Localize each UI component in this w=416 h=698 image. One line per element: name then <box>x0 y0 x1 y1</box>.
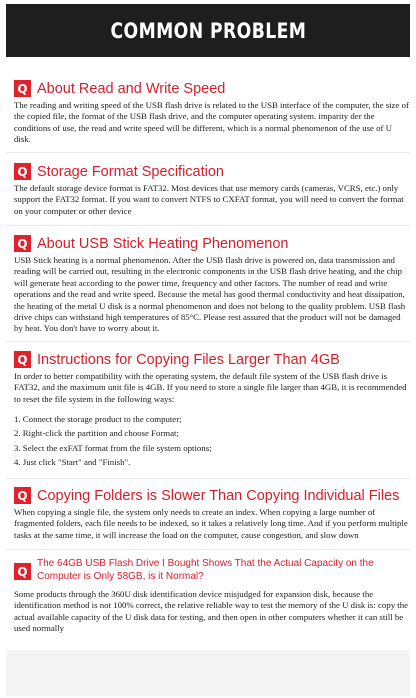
section-divider <box>6 225 410 226</box>
list-item: 4. Just click "Start" and "Finish". <box>14 456 131 467</box>
faq-question-row <box>14 351 410 368</box>
faq-question-row <box>14 80 410 97</box>
section-divider <box>6 549 410 550</box>
q-badge-icon: Q <box>14 80 31 97</box>
faq-question-title: About USB Stick Heating Phenomenon <box>37 235 289 252</box>
section-divider <box>6 152 410 153</box>
faq-question-row <box>14 235 410 252</box>
faq-section-read-write-speed <box>14 80 410 146</box>
faq-question-title: The 64GB USB Flash Drive I Bought Shows That the Actual Capacity on the Computer is Only 58GB, is it Normal? <box>37 558 374 582</box>
section-divider <box>6 341 410 342</box>
faq-answer-text: In order to better compatibility with the operating system, the default file system of the USB flash drive is FAT32, and the maximum unit file is 4GB. If you need to store a single file larger than 4GB, it is recommended to reset the file system in the following ways: <box>14 371 407 404</box>
faq-question-title: Storage Format Specification <box>37 163 224 180</box>
list-item: 2. Right-click the partition and choose Format; <box>14 428 179 439</box>
faq-question-title: Instructions for Copying Files Larger Than 4GB <box>37 351 340 368</box>
faq-question-row <box>14 557 410 583</box>
q-badge-icon: Q <box>14 487 31 504</box>
faq-section-copying-folders <box>14 487 410 541</box>
q-badge-icon: Q <box>14 235 31 252</box>
page-header <box>6 4 410 57</box>
faq-section-storage-format <box>14 163 410 217</box>
page-title: COMMON PROBLEM <box>110 18 306 43</box>
faq-answer-text: The reading and writing speed of the USB flash drive is related to the USB interface of the computer, the size of the copied file, the format of the USB flash drive, and the computer operating system. imparity der the conditions of use, the read and write speed will be different, which is a normal phenomenon of the use of U disk. <box>14 100 409 145</box>
q-badge-icon: Q <box>14 351 31 368</box>
q-badge-icon: Q <box>14 563 31 580</box>
step-list <box>14 412 410 470</box>
faq-answer-text: The default storage device format is FAT32. Most devices that use memory cards (cameras, VCRS, etc.) only support the FAT32 format. If you want to convert NTFS to CXFAT format, you will need to convert the format on your computer or other device <box>14 183 404 216</box>
faq-question-title: Copying Folders is Slower Than Copying Individual Files <box>37 487 400 504</box>
q-badge-icon: Q <box>14 163 31 180</box>
faq-question-row <box>14 163 410 180</box>
section-divider <box>6 478 410 479</box>
list-item: 1. Connect the storage product to the computer; <box>14 413 182 424</box>
faq-section-actual-capacity <box>14 557 410 635</box>
faq-question-row <box>14 487 410 504</box>
faq-answer-text: When copying a single file, the system only needs to create an index. When copying a large number of fragmented folders, each file needs to be indexed, so it takes a relatively long time. And if you perform multiple tasks at the same time, it will increase the load on the computer, cause congestion, and slow down <box>14 507 408 540</box>
list-item: 3. Select the exFAT format from the file system options; <box>14 442 212 453</box>
faq-section-large-files <box>14 351 410 470</box>
faq-answer-text: USB Stick heating is a normal phenomenon. After the USB flash drive is powered on, data transmission and reading will be carried out, resulting in the electronic components in the USB flash drive heating, and the chip will generate heat according to the power time, frequency and other factors. The number of read and write operations and the read and write speed. Because the metal has good thermal conductivity and heat dissipation, the heating of the metal U disk is a normal phenomenon and does not belong to the quality problem. USB flash drive chips can withstand high temperatures of 85°C. Please rest assured that the product will not be damaged by heat. You don't have to worry about it. <box>14 255 406 334</box>
footer-bar <box>6 650 410 696</box>
faq-section-heating <box>14 235 410 335</box>
faq-question-title: About Read and Write Speed <box>37 80 226 97</box>
faq-answer-text: Some products through the 360U disk identification device misjudged for expansion disk, because the identification method is not 100% correct, the relative reliable way to test the memory of the U disk is: copy the actual available capacity of the U disk data for testing, and then open in other computers whether it can still be used normally <box>14 589 409 634</box>
